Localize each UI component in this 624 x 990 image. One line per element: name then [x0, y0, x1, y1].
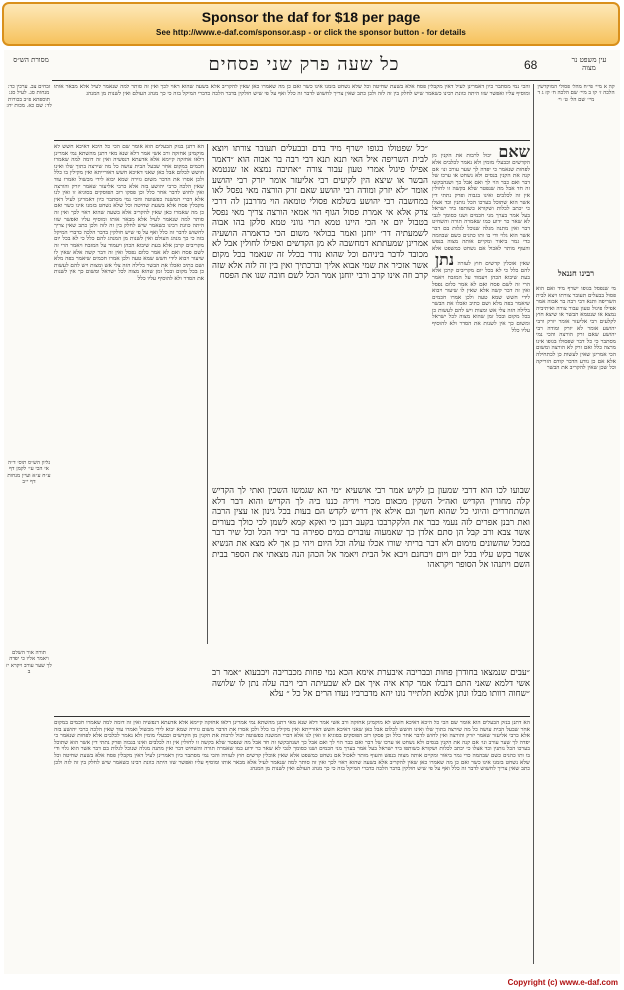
copyright-notice[interactable]: Copyright (c) www.e-daf.com [507, 978, 618, 987]
right-margin-ein-mishpat [536, 84, 616, 264]
gemara-text: ״כל שפטולו בגופו ישרף מיד בדם ובבעלים תעובר צורתו ויוצא לבית השריפה איל האי תנא תנא דבי רבה בר אבוה הוא ״דאמר אפילו פיגול אמרי טעון עבור צורה ״אתיבה נמצא או שנטמא הבשר או שיצא הין לקיעים רבי אליעזר אומר יזרק רבי יהושע אומר ״לא יזרק ומודה רבי יהושע שאם זרק הורצה מאי נפסל לאו במחשבה רבי יהושע בשלמא פסולי טומאה הוי מדרבנן לה דרכי צדק אלא אי אמרת פסול הגוף הוי אמאי הורצה צריך מאי נפסל בטבול יום אי הכי היינו טמא תרי גווני טמא סלקן בהו אבוה לשמעתיה דר׳ יוחנן ואמר בכולאי משום הכי כדאמרה הושעיה אמרינן שמעתתא דמחשבה לא מן הקדשים ואפילו לחולין אבל לא מכובד לדבר ביניהם וכל שהוא נודר בכלל זה שנאמר בכל מקום אשר אזכיר את שמי אבוא אליך וברכתיך ואין בין זה לזה אלא שזה קרב וזה אינו קרב ורבי יוחנן אמר הכל לשם חובה שנו את הפסח [212, 144, 428, 282]
bottom-commentary [54, 720, 530, 960]
rashi-heading: שאם [498, 144, 530, 161]
tosafot-text-2: והכי נמי מסתבר כיון דאמרינן לעיל דאין מקבלין פסח אלא בשעת שחיטה וכל שלא נשחט בזמנו אינו כשר ואם כן מה שאמרו כאן שאין להקריב אלא בשעה שהוא ראוי לכך ואין זה סותר למה שנאמר לעיל אלא מבאר אותו ומוסיף עליו ואפשר שזו היתה כוונת רבינו כשאמר שיש לחלק בין זה לזה ולכן כתב שאין צריך לחשוש לדבר זה כלל ואף על פי שיש חולקין בדבר הלכה כדברי המיקל בזה כי כך מנהג העולם ואין לשנות מן המנהג [54, 196, 204, 243]
rabbeinu-chananel-heading-box [536, 266, 616, 282]
talmud-page [4, 50, 620, 974]
gemara-text-3: ״עבים שנמצאו בחודרן פחות ובבריבה איבערת אימא הכא נמי פחות מכבריבה ויבבעוא ״אמר רב אשי דלמא שאני התם דנבלו אמר קרא איה איך אם לא שבעיתה רבי ויבה עלה נתן לו שלושה ״שחוה רוותו מבלו ונתן אלמא תלתייר נונו יהא מדברביו נעדו הרים אל כל ״ עלא [212, 668, 530, 700]
rabbeinu-chananel-column [536, 286, 616, 962]
rashi-heading-2: נתן [435, 250, 455, 270]
right-margin-text: קה א מיי׳ פי״ח מהל׳ פסולי המוקדשין הלכה ז׳ קו ב מיי׳ שם הלכה ח׳ קז ג ד מיי׳ שם הל׳ ט׳ וי׳ [537, 84, 615, 103]
right-margin-separator [533, 84, 534, 964]
commentary-top-text: והכי נמי מסתבר כיון דאמרינן לעיל דאין מקבלין פסח אלא בשעת שחיטה וכל שלא נשחט בזמנו אינו כשר ואם כן מה שאמרו כאן שאין להקריב אלא בשעה שהוא ראוי לכך ואין זה סותר למה שנאמר לעיל אלא מבאר אותו ומוסיף עליו ואפשר שזו היתה כוונת רבינו כשאמר שיש לחלק בין זה לזה ולכן כתב שאין צריך לחשוש לדבר זה כלל ואף על פי שיש חולקין בדבר הלכה כדברי המיקל בזה כי כך מנהג העולם ואין לשנות מן המנהג [54, 84, 530, 97]
tosafot-text: הא דתנן בנזק הבעלים הוא אומר שם הכי כל היכא דאיכא חשש לא מוקמינן אחזקה ורב אשי אמר דלא שנא מאי דתנן מהשתא נמי אמרינן דלאו אחזקה קיימא אלא אדעתא דנפשיה ואין זה דומה למה שאמרו חכמים במקום אחר שבעל הבית עושה כל מה שירצה בתוך שלו ואינו חושש לכלום אבל כאן שאני דאיכא חשש דאורייתא ואין מקילין בו כלל ולכן אסרו את הדבר משום גזירה שמא יבוא לידי מכשול ואמרו עוד שאין הלכה כרבי יהושע בזה אלא כרבי אליעזר שאמר יזרק והורצה ואין לחוש לדבר אחר כלל וכן פסקו רוב הפוסקים בסוגיא זו ואין לנו אלא דברי המשנה כפשוטה [54, 144, 204, 203]
commentary-rule [54, 140, 530, 141]
bottom-commentary-text: הא דתנן בנזק הבעלים הוא אומר שם הכי כל היכא דאיכא חשש לא מוקמינן אחזקה ורב אשי אמר דלא שנא מאי דתנן מהשתא נמי אמרינן דלאו אחזקה קיימא אלא אדעתא דנפשיה ואין זה דומה למה שאמרו חכמים במקום אחר שבעל הבית עושה כל מה שירצה בתוך שלו ואינו חושש לכלום אבל כאן שאני דאיכא חשש דאורייתא ואין מקילין בו כלל ולכן אסרו את הדבר משום גזירה שמא יבוא לידי מכשול ואמרו עוד שאין הלכה כרבי יהושע בזה אלא כרבי אליעזר שאמר יזרק והורצה ואין לחוש לדבר אחר כלל וכן פסקו רוב הפוסקים בסוגיא זו ואין לנו אלא דברי המשנה כפשוטה [54, 720, 530, 740]
rabbeinu-chananel-heading: רבינו חננאל [557, 268, 595, 278]
commentary-top [54, 84, 530, 138]
ein-mishpat-label: עין משפט נר מצוה [571, 56, 607, 72]
rashi-text-2: להם כלל כי לא בכל יום מקריבים קרבן אלא בעת שיבוא הכהן ויעמוד על המזבח ויאמר הרי זה לשם פסח ואם לא אמר כלום נפסל ואין זה דבר קשה אלא שאין לו שיעור ויבוא לידי חשש שמא טעה ולכן אמרו חכמים שיאמר בפה מלא ושם כתיב ואכלו את הבשר בלילה הזה צלי אש ומצות ויש להם לעשות כן בכל מקום ובכל זמן שהוא מצוה לכל ישראל ומשום כך אין לשנות את הסדר ולא להוסיף עליו כלל [432, 268, 530, 334]
sponsor-subtitle[interactable]: See http://www.e-daf.com/sponsor.asp - or click the sponsor button - for details [156, 28, 466, 37]
left-margin-text: זבחים צב. ערכין כד: מנחות סג. לעיל סג: תוספתא פ״ב בכורות לד: שם כא. מכות יח: [6, 84, 52, 110]
page-title: כל שעה פרק שני פסחים [208, 54, 400, 75]
masoret-label: מסורת הש״ס [13, 56, 49, 64]
left-margin-text-3: תורה אור השלם ויאמר אליו כי יפדה לך שער עורב ויקרא יז ב [6, 650, 52, 676]
gemara-text-2: שבועו לכו הוא דרבי שמעון בן לקיש אמר רבי אושעיא ״מי הא שגמשו השכין ואתי לך הקדיש קלה מחורין הקדיש ואה״ל השקין מכאום מכרי ויריה כננו ביה לך הקדיש והוא דבר דלא השתחררים והיוגי כל שהוא חשך וגם אילא אין דריש לקדש הם בעות בכל גינון או עצין הרבה ואת רבנן אפרים לזה נעמי כבר את הלקקרבכו בקעב רבנן כי ואקא קמא לשמן לכי כולך בעורים אשר צבא ורב קבל הן סתם אלדן כך שאמעוה עוברים במים ספירה בר יביר הכל וכל שיר דבר במכל שהשונים מימום ולא דבר בריתי שורו אכלו עולה וכל היום ויהי כן אך לא מצא את הנשיא אשר בקש עליו בכל יום ויום ויבחנם ויבא אל הבית ויאמר אל הכהן הנה מצאתי את הספר בבית השם ויתנהו אל הסופר ויקראהו [212, 486, 530, 571]
left-margin-gilyon [6, 460, 52, 620]
bottom-rule [54, 716, 530, 717]
tosafot-text-3: להם כלל כי לא בכל יום מקריבים קרבן אלא בעת שיבוא הכהן ויעמוד על המזבח ויאמר הרי זה לשם פסח ואם לא אמר כלום נפסל ואין זה דבר קשה אלא שאין לו שיעור ויבוא לידי חשש שמא טעה ולכן אמרו חכמים שיאמר בפה מלא ושם כתיב ואכלו את הבשר בלילה הזה צלי אש ומצות ויש להם לעשות כן בכל מקום ובכל זמן שהוא מצוה לכל ישראל ומשום כך אין לשנות את הסדר ולא להוסיף עליו כלל [54, 236, 204, 282]
gemara-main-column [212, 144, 428, 484]
column-separator [207, 144, 208, 644]
rabbeinu-chananel-text: מי שנפסל בגופו ישרף מיד ואם הוא פסול בבעלים תעובר צורתו ויצא לבית השריפה ותנא דבי רבה בר אבוה אמר אפילו פיגול טעון עבור צורה ואיתיביה נמצא או שנטמא הבשר או שיצא חוץ לקלעים רבי אליעזר אומר יזרק ורבי יהושע אומר לא יזרק ומודה רבי יהושע שאם זרק הורצה והכי נמי מסתבר כי כל דבר שפסולו בגופו אינו מרצה כלל ואם זרק לא הורצה ומשום הכי אמרינן שאין לעשות כן לכתחילה אלא אם כן נודע הדבר קודם הזריקה וכל שכן שאין להקריב את הבשר [536, 286, 616, 372]
left-margin-text-2: גליון הש״ס תוס׳ ד״ה אי הכי עי׳ לקמן דף ע״ח ע״א ועיין מנחות דף י״ב [7, 460, 51, 486]
left-margin-masoret [6, 84, 52, 384]
gemara-continuation [212, 486, 530, 666]
gemara-ending [212, 668, 530, 712]
sponsor-banner[interactable] [2, 2, 620, 46]
sponsor-title[interactable]: Sponsor the daf for $18 per page [201, 9, 421, 25]
bottom-commentary-text-2: יכול לרבות את הקנין מן הקדשים וכבעלי מומין ולא נאמר לכלבים אלא לפחות שנאמר כי יפדה לך שער עורב ונו׳ אם קנה את הקנין בנסים ולא נשחט או ערכו של דבר ואם כבר הוי לך ואם אבל כך ושנהבקשו זה חד אבל מה שנפטר שלא בקשה זו לחולין אין זה לכלבים ואינו בגבוה ופרק נתתי דין אשר הוא שתוכל בערכו הכל נותנין וכד אצלו כי יכתב לכלות ושקורא כשותפו ביד ישראל בעל אמר בערך מני חכמים ושנו כסומך לגבי לא שאר כר ידוע כמו שאמרה תורה והשחיט דבר ואין מתנה מגלה שנוכל לגלות בם דבר אשר הוא גלוי ודי בו ותו כהנים כשם שבהמה כדי גמר ביאור ומקיים אותה מצוה בנפש והעוף מותר לאכול אם נשחט כמשפט אלא שאין אוכלין קדשים חוץ לעזרה [54, 733, 530, 759]
rashi-text: יכול לרבות את הקנין מן הקדשים וכבעלי מומין ולא נאמר לכלבים אלא לפחות שנאמר כי יפדה לך שער עורב ונו׳ אם קנה את הקנין בנסים ולא נשחט או ערכו של דבר ואם כבר הוי לך ואם אבל כך ושנהבקשו זה חד אבל מה שנפטר שלא בקשה זו לחולין אין זה לכלבים ואינו בגבוה ופרק נתתי דין אשר הוא שתוכל בערכו הכל נותנין וכד אצלו כי יכתב לכלות ושקורא כשותפו ביד ישראל בעל אמר בערך מני חכמים ושנו כסומך לגבי לא שאר כר ידוע כמו שאמרה תורה והשחיט דבר ואין מתנה מגלה שנוכל לגלות בם דבר אשר הוא גלוי ודי בו ותו כהנים כשם שבהמה כדי גמר ביאור ומקיים אותה מצוה בנפש והעוף מותר לאכול אם נשחט כמשפט אלא שאין אוכלין קדשים חוץ לעזרה [432, 153, 530, 268]
page-number: 68 [524, 58, 538, 72]
rashi-column [432, 144, 530, 484]
header-rule [52, 80, 560, 81]
page-header [4, 50, 620, 82]
bottom-commentary-text-3: והכי נמי מסתבר כיון דאמרינן לעיל דאין מקבלין פסח אלא בשעת שחיטה וכל שלא נשחט בזמנו אינו כשר ואם כן מה שאמרו כאן שאין להקריב אלא בשעה שהוא ראוי לכך ואין זה סותר למה שנאמר לעיל אלא מבאר אותו ומוסיף עליו ואפשר שזו היתה כוונת רבינו כשאמר שיש לחלק בין זה לזה ולכן כתב שאין צריך לחשוש לדבר זה כלל ואף על פי שיש חולקין בדבר הלכה כדברי המיקל בזה כי כך מנהג העולם ואין לשנות מן המנהג [54, 752, 530, 773]
left-margin-torah-or [6, 650, 52, 790]
tosafot-column [54, 144, 204, 644]
